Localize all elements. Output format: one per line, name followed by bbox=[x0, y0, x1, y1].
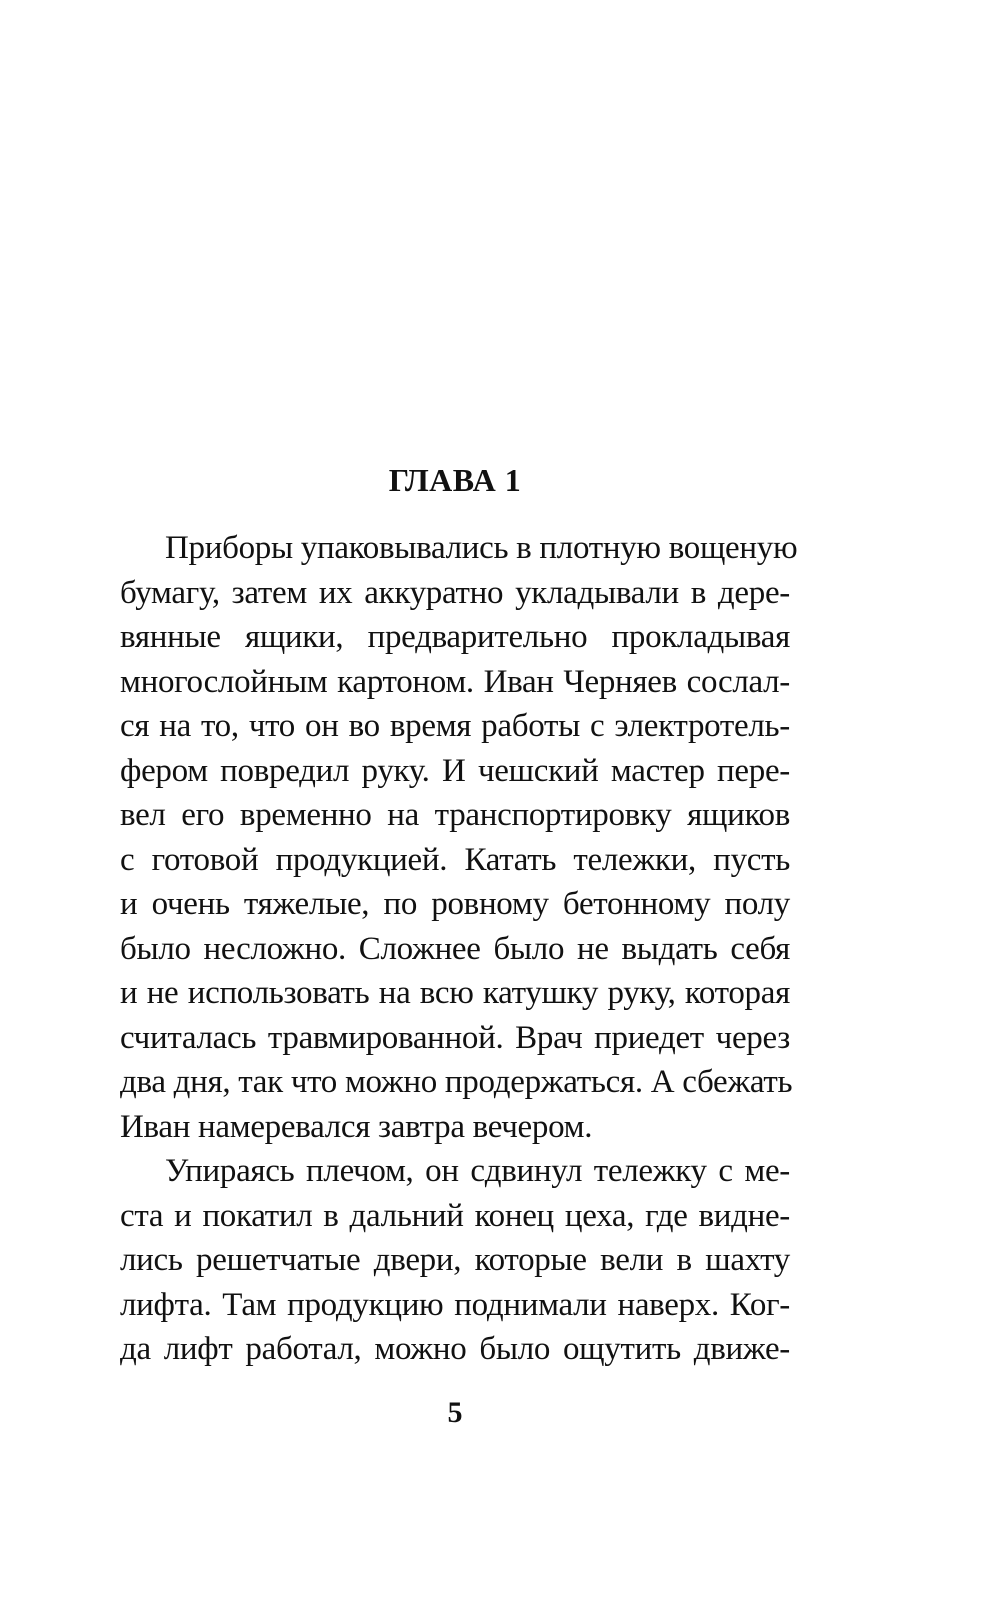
page-body bbox=[120, 526, 798, 1372]
text-line: вянные ящики, предварительно прокладывая bbox=[120, 619, 790, 655]
text-line: бумагу, затем их аккуратно укладывали в дере- bbox=[120, 574, 790, 611]
text-line: многослойным картоном. Иван Черняев сослал- bbox=[120, 663, 790, 700]
text-line: лифта. Там продукцию поднимали наверх. Ког- bbox=[120, 1286, 790, 1323]
text-line: Приборы упаковывались в плотную вощеную bbox=[165, 530, 798, 566]
text-line: и не использовать на всю катушку руку, которая bbox=[120, 975, 790, 1011]
text-line: Упираясь плечом, он сдвинул тележку с ме- bbox=[165, 1153, 790, 1189]
text-line: да лифт работал, можно было ощутить движе- bbox=[120, 1331, 790, 1367]
text-line: Иван намеревался завтра вечером. bbox=[120, 1108, 593, 1145]
text-line: вел его временно на транспортировку ящиков bbox=[120, 797, 790, 833]
text-line: два дня, так что можно продержаться. А сбежать bbox=[120, 1064, 793, 1100]
text-line: с готовой продукцией. Катать тележки, пусть bbox=[120, 841, 790, 878]
paragraph bbox=[120, 526, 798, 1149]
text-line: ся на то, что он во время работы с электротель- bbox=[120, 708, 790, 744]
text-line: и очень тяжелые, по ровному бетонному полу bbox=[120, 886, 790, 922]
text-line: фером повредил руку. И чешский мастер пере- bbox=[120, 752, 790, 789]
text-line: лись решетчатые двери, которые вели в шахту bbox=[120, 1242, 790, 1278]
text-line: считалась травмированной. Врач приедет через bbox=[120, 1019, 790, 1056]
chapter-title: ГЛАВА 1 bbox=[388, 462, 522, 498]
page-number: 5 bbox=[447, 1396, 463, 1429]
text-line: было несложно. Сложнее было не выдать себя bbox=[120, 930, 790, 967]
text-line: ста и покатил в дальний конец цеха, где видне- bbox=[120, 1197, 790, 1234]
paragraph bbox=[120, 1149, 790, 1372]
